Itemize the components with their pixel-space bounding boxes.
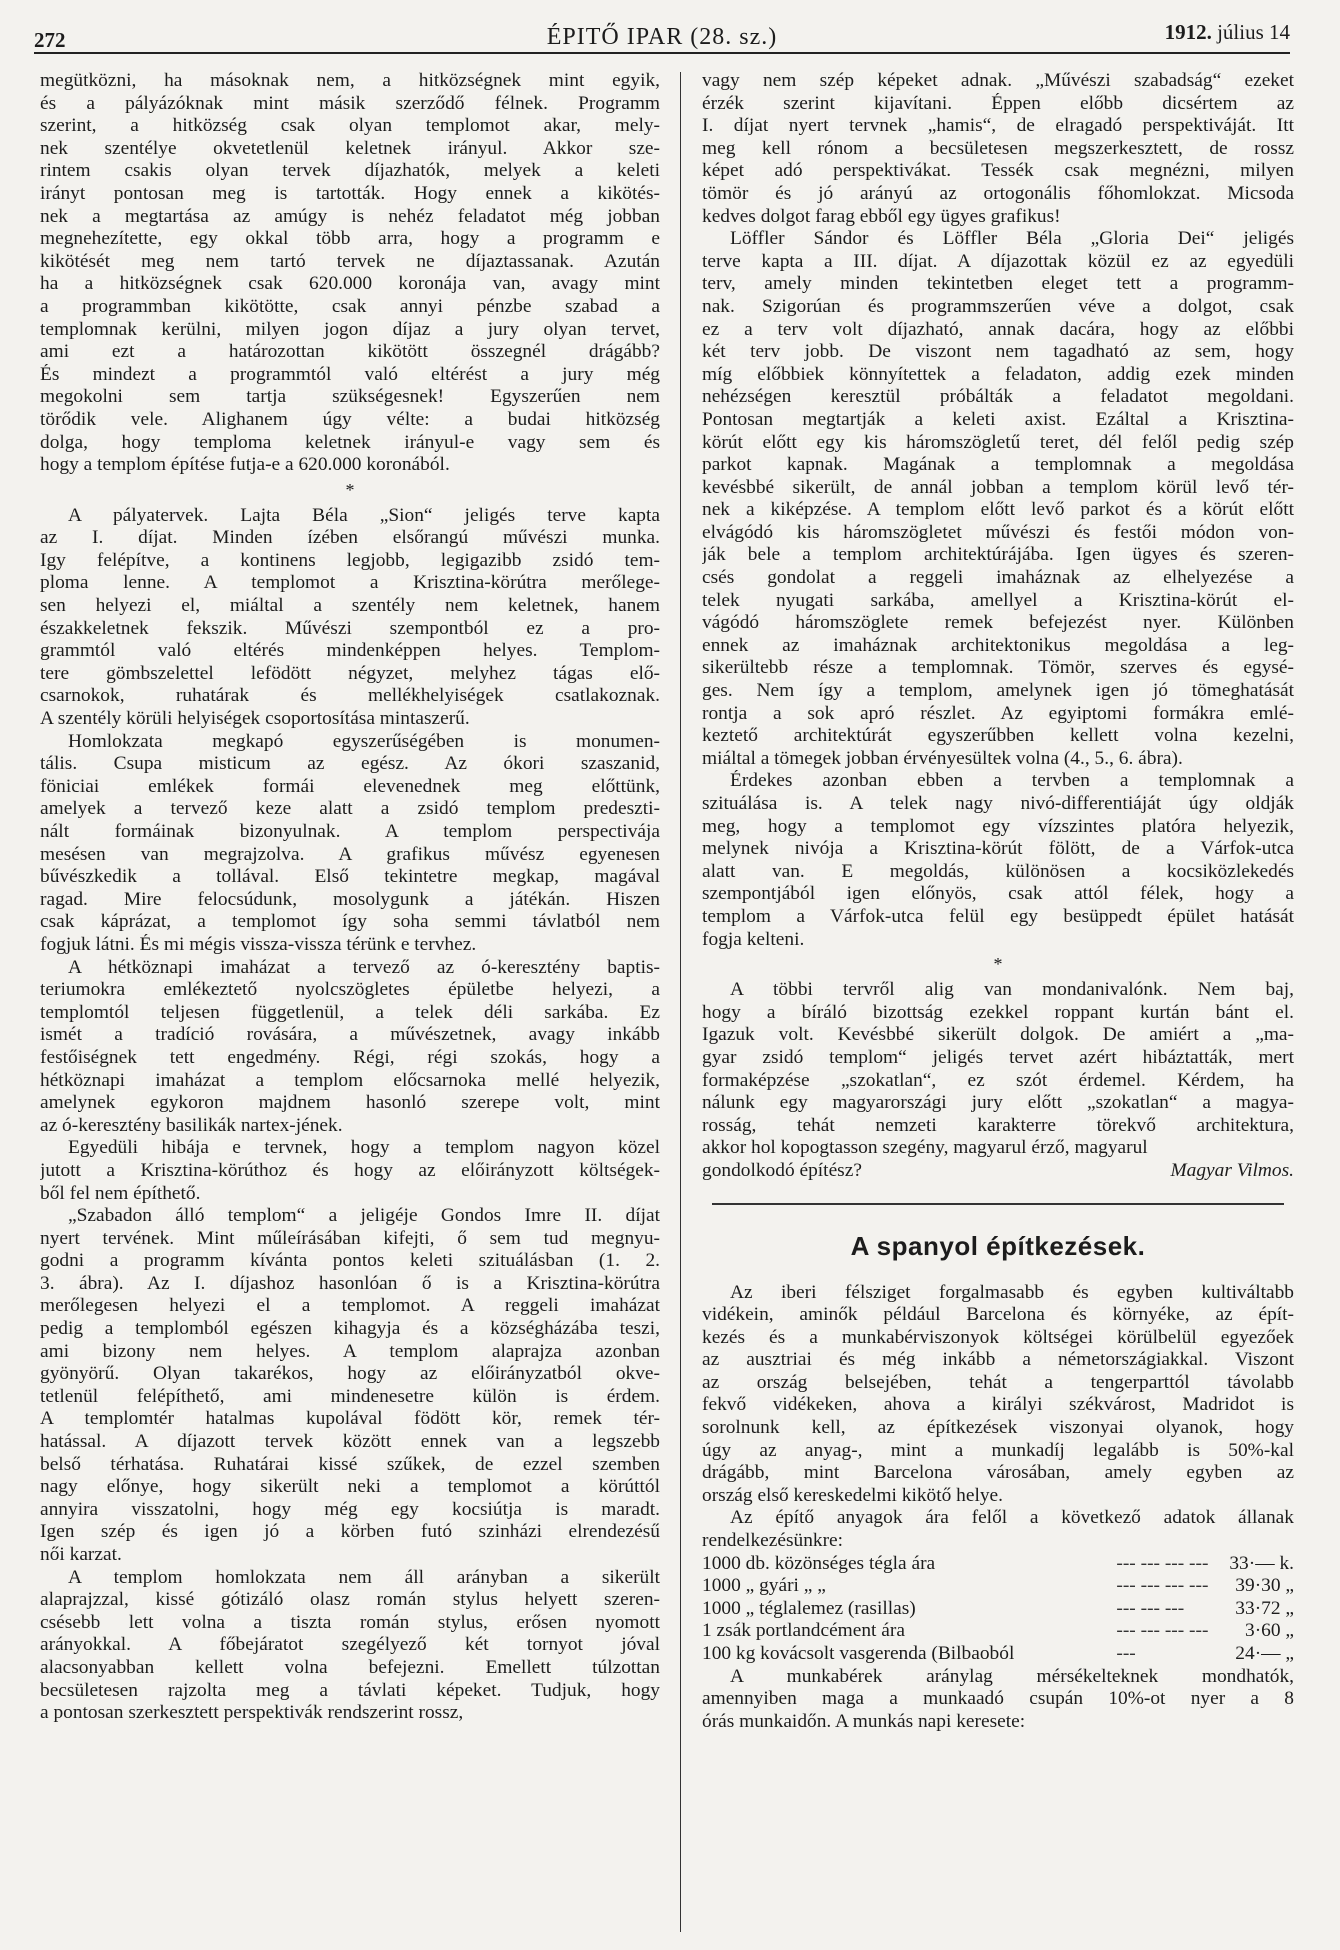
left-column	[40, 70, 660, 1725]
text-line: ország első kereskedelmi kikötő helye.	[702, 1484, 1003, 1506]
text-line: Érdekes azonban ebben a tervben a templomnak a	[730, 770, 1294, 792]
text-line: meg, hogy a templomot egy vízszintes platóra helyezik,	[702, 815, 1294, 837]
text-line: vidékein, aminők például Barcelona és környéke, az épít-	[702, 1304, 1294, 1326]
price-leader: --- --- ---	[1116, 1597, 1185, 1619]
signature-paragraph	[702, 1160, 1294, 1183]
text-line: vágódó háromszöglete remek befejezést nyer. Különben	[702, 612, 1294, 634]
paragraph	[40, 505, 660, 731]
text-line: teriumokra emlékeztető nyolcszögletes épületbe helyezi, a	[40, 979, 660, 1001]
text-line: hétköznapi imaházat a templom előcsarnoka mellé helyezik,	[40, 1069, 660, 1091]
text-line: nagy előnye, hogy sikerült neki a templomot a körúttól	[40, 1476, 660, 1498]
text-line: hogy a templom építése futja-e a 620.000 koronából.	[40, 454, 450, 476]
text-line: fekvő vidékeken, ahova a királyi székvárost, Madridot is	[702, 1394, 1294, 1416]
paragraph	[702, 1282, 1294, 1508]
text-line: fogjuk látni. És mi mégis vissza-vissza térünk e tervhez.	[40, 933, 477, 955]
author-name: Magyar Vilmos.	[1170, 1159, 1294, 1181]
text-line: Az iberi félsziget forgalmasabb és egyben kultiváltabb	[730, 1281, 1294, 1303]
text-line: 3. ábra). Az I. díjashoz hasonlóan ő is a Krisztina-körútra	[40, 1272, 660, 1294]
price-row	[702, 1620, 1294, 1643]
text-line: I. díjat nyert tervnek „hamis“, de elragadó perspektiváját. Itt	[702, 115, 1294, 137]
text-line: mesésen van megrajzolva. A grafikus művész egyenesen	[40, 843, 660, 865]
text-line: érzék szerint kijavítani. Éppen előbb dicsértem az	[702, 92, 1294, 114]
price-row	[702, 1643, 1294, 1666]
text-line: nek szentélye okvetetlenül keletnek irányul. Akkor sze-	[40, 137, 660, 159]
text-line: A szentély körüli helyiségek csoportosítása mintaszerű.	[40, 708, 470, 730]
column-divider	[680, 72, 681, 1932]
text-line: és a pályázóknak mint másik szerződő félnek. Programm	[40, 92, 660, 114]
text-line: dolga, hogy temploma keletnek irányul-e vagy sem és	[40, 431, 660, 453]
price-leader: --- --- --- ---	[1116, 1620, 1209, 1642]
text-line: becsületesen rajzolta meg a távlati képeket. Tudjuk, hogy	[40, 1679, 660, 1701]
text-line: sikerültebb része a templomnak. Tömör, szerves és egysé-	[702, 657, 1294, 679]
text-line: alacsonyabban kellett volna befejezni. Emellett túlzottan	[40, 1656, 660, 1678]
text-line: fogja kelteni.	[702, 928, 805, 950]
text-line: szituálása is. A telek nagy nivó-differentiáját úgy oldják	[702, 793, 1294, 814]
text-line: arányokkal. A főbejáratot szegélyező két tornyot jóval	[40, 1634, 660, 1656]
text-line: szerint, a hitközség csak olyan templomot akar, mely-	[40, 115, 660, 137]
text-line: Igazuk volt. Kevésbbé sikerült dolgok. De amiért a „ma-	[702, 1024, 1294, 1046]
text-line: sen helyezi el, miáltal a szentély nem keletnek, hanem	[40, 595, 660, 617]
text-line: alaprajzzal, kissé gótizáló olasz román stylus helyett szeren-	[40, 1589, 660, 1611]
price-value: 24·— „	[1235, 1643, 1294, 1664]
text-line: rosság, tehát nemzeti karakterre törekvő architektura,	[702, 1114, 1294, 1136]
price-item: 100 kg kovácsolt vasgerenda (Bilbaoból	[702, 1643, 1015, 1664]
text-line: A templomtér hatalmas kupolával födött kör, remek tér-	[40, 1408, 660, 1430]
price-row	[702, 1553, 1294, 1576]
paragraph	[40, 1205, 660, 1567]
text-line: az ország belsejében, tehát a tengerparttól távolabb	[702, 1371, 1294, 1393]
text-line: És mindezt a programmtól való eltérést a jury még	[40, 363, 660, 385]
paragraph	[40, 1567, 660, 1725]
text-line: belső térhatása. Ruhatárai kissé szűkek, de ezzel szemben	[40, 1453, 660, 1475]
text-line: irányt pontosan meg is tartották. Hogy ennek a kikötés-	[40, 182, 660, 204]
text-line: templom a Várfok-utca felül egy besüppedt épület hatását	[702, 905, 1294, 927]
price-row	[702, 1575, 1294, 1598]
text-line: kedves dolgot farag ebből egy ügyes grafikus!	[702, 205, 1061, 227]
text-line: terve kapta a III. díjat. A díjazottak közül ez az egyedüli	[702, 250, 1294, 272]
text-line: festőiségnek tett engedmény. Régi, régi szokás, hogy a	[40, 1046, 660, 1068]
text-line: kikötését meg nem tartó tervek ne díjaztassanak. Azután	[40, 250, 660, 272]
text-line: miáltal a tömegek jobban érvényesültek volna (4., 5., 6. ábra).	[702, 747, 1183, 769]
text-line: nak. Szigorúan és programmszerűen véve a dolgot, csak	[702, 295, 1294, 317]
page-header	[34, 6, 1290, 54]
price-item: 1000 „ téglalemez (rasillas)	[702, 1597, 916, 1619]
text-line: ismét a tradíció rovására, a művészetnek, avagy inkább	[40, 1024, 660, 1046]
issue-date	[1165, 20, 1290, 45]
text-line: az I. díjat. Minden ízében elsőrangú művészi munka.	[40, 527, 660, 549]
text-line: Igy felépítve, a kontinens legjobb, legigazibb zsidó tem-	[40, 549, 660, 571]
text-line: bűvészkedik a tollával. Első tekintetre megkap, magával	[40, 866, 660, 888]
text-line: ből fel nem építhető.	[40, 1182, 201, 1204]
text-line: kezés és a munkabérviszonyok költségei körülbelül egyezőek	[702, 1326, 1294, 1348]
text-line: gyar zsidó templom“ jeligés tervet azért hibáztatták, mert	[702, 1046, 1294, 1068]
text-line: hatással. A díjazott tervek között ennek van a legszebb	[40, 1431, 660, 1453]
text-line: amennyiben maga a munkaadó csupán 10%-ot nyer a 8	[702, 1688, 1294, 1710]
paragraph	[702, 979, 1294, 1160]
price-leader: ---	[1116, 1643, 1136, 1664]
text-line: keztető architektúrát egyszerűbben kellett volna kezelni,	[702, 725, 1294, 747]
text-line: északkeletnek fekszik. Művészi szempontból ez a pro-	[40, 617, 660, 639]
text-line: terv, amely minden tekintetben eleget tett a programm-	[702, 273, 1294, 295]
text-line: nek a megtartása az amúgy is nehéz feladatot még jobban	[40, 205, 660, 227]
text-line: A hétköznapi imaházat a tervező az ó-keresztény baptis-	[68, 956, 660, 978]
text-line: merőlegesen helyezi el a templomot. A reggeli imaházat	[40, 1295, 660, 1317]
text-line: rendelkezésünkre:	[702, 1530, 844, 1552]
text-line: amelynek egykoron majdnem hasonló szerepe volt, mint	[40, 1092, 660, 1114]
text-line: a pontosan szerkesztett perspektivák rendszerint rossz,	[40, 1702, 464, 1724]
price-item: 1000 db. közönséges tégla ára	[702, 1552, 936, 1574]
paragraph	[702, 770, 1294, 951]
text-line: ami ezt a határozottan kikötött összegnél drágább?	[40, 341, 660, 363]
price-table	[702, 1553, 1294, 1666]
text-line: csés gondolat a reggeli imaháznak az elhelyezése a	[702, 567, 1294, 589]
price-item: 1000 „ gyári „ „	[702, 1575, 826, 1597]
paragraph	[702, 1507, 1294, 1552]
paragraph	[702, 1666, 1294, 1734]
text-line: míg előbbiek könnyítettek a feladaton, addig ezek minden	[702, 363, 1294, 385]
text-line: körút előtt egy kis háromszögletű teret, dél felől pedig szép	[702, 431, 1294, 453]
text-line: csak káprázat, a templomot így soha semmi távlatból nem	[40, 911, 660, 933]
price-leader: --- --- --- ---	[1116, 1552, 1209, 1574]
text-line: nált formáinak bizonyulnak. A templom perspectivája	[40, 821, 660, 842]
paragraph	[40, 1137, 660, 1205]
paragraph	[40, 70, 660, 477]
section-separator-star: *	[345, 479, 355, 500]
text-line: templomtól teljesen függetlenül, a telek déli sarkába. Ez	[40, 1001, 660, 1023]
text-line: telek nyugati sarkába, amellyel a Krisztina-körút el-	[702, 589, 1294, 611]
text-line: rintem csakis olyan tervek díjazhatók, melyek a keleti	[40, 160, 660, 182]
text-line: kevésbbé sikerült, de annál jobban a templom körül levő tér-	[702, 476, 1294, 498]
text-line: alatt van. E megoldás, különösen a kocsiközlekedés	[702, 860, 1294, 882]
text-line: törődik vele. Alighanem úgy vélte: a budai hitközség	[40, 408, 660, 430]
text-line: ják bele a templom architektúrájába. Igen ügyes és szeren-	[702, 544, 1294, 566]
text-line: női karzat.	[40, 1544, 122, 1565]
text-line: ha a hitközségnek csak 620.000 koronája van, avagy mint	[40, 273, 660, 295]
text-line: a programmban kikötötte, csak annyi pénzbe szabad a	[40, 295, 660, 317]
text-line: sorolnunk kell, az építkezések viszonyai olyanok, hogy	[702, 1417, 1294, 1439]
text-line: pedig a templomból egészen kihagyja és a községházába teszi,	[40, 1318, 660, 1340]
text-line: megokolni sem tartja szükségesnek! Egyszerűen nem	[40, 386, 660, 408]
price-value: 3·60 „	[1245, 1620, 1294, 1642]
article-divider	[712, 1203, 1284, 1205]
price-value: 33·72 „	[1235, 1597, 1294, 1619]
text-line: úgy az anyag-, mint a munkadíj legalább is 50%-kal	[702, 1439, 1294, 1461]
text-line: nyert tervének. Mint műleírásában kifejti, ő sem tud megnyu-	[40, 1227, 660, 1249]
text-line: rontja a sok apró részlet. Az egyiptomi formákra emlé-	[702, 702, 1294, 724]
signature-line	[702, 1160, 1294, 1183]
text-line: órás munkaidőn. A munkás napi keresete:	[702, 1710, 1026, 1732]
section-separator-star: *	[993, 954, 1003, 975]
text-line: csarnokok, ruhatárak és mellékhelyiségek csatlakoznak.	[40, 685, 660, 707]
text-line: tömör és jó arányú az ortogonális főhomlokzat. Micsoda	[702, 182, 1294, 204]
text-line: ez a terv volt díjazható, annak dacára, hogy az előbbi	[702, 318, 1294, 340]
text-line: Az építő anyagok ára felől a következő adatok állanak	[730, 1507, 1294, 1529]
article-title: A spanyol építkezések.	[850, 1230, 1146, 1261]
price-row	[702, 1598, 1294, 1621]
text-line: „Szabadon álló templom“ a jeligéje Gondos Imre II. díjat	[68, 1205, 660, 1227]
issue-date-rest: július 14	[1217, 20, 1290, 44]
text-line: A pályatervek. Lajta Béla „Sion“ jeligés terve kapta	[68, 504, 660, 526]
text-line: Egyedüli hibája e tervnek, hogy a templom nagyon közel	[68, 1137, 660, 1159]
price-leader: --- --- --- ---	[1116, 1575, 1209, 1597]
text-line: föniciai emlékek formái elevenednek meg előttünk,	[40, 775, 660, 797]
text-line: szempontjából igen előnyös, csak attól félek, hogy a	[702, 883, 1294, 905]
text-line: godni a programm kívánta pontos keleti szituálásban (1. 2.	[40, 1250, 660, 1272]
text-line: gyönyörű. Olyan takarékos, hogy az előirányzatból okve-	[40, 1363, 660, 1385]
text-line: csésebb lett volna a tiszta román stylus, erősen nyomott	[40, 1611, 660, 1633]
text-line: jutott a Krisztina-körúthoz és hogy az előirányzott költségek-	[40, 1159, 660, 1181]
text-line: ges. Nem így a templom, amelynek igen jó tömeghatását	[702, 680, 1294, 702]
text-line: templomnak kerülni, milyen jogon díjaz a jury olyan tervet,	[40, 318, 660, 340]
text-line: az ausztriai és még inkább a németországiakkal. Viszont	[702, 1349, 1294, 1371]
text-line: grammtól való eltérés mindenképpen helyes. Templom-	[40, 640, 660, 662]
text-line: parkot kapnak. Magának a templomnak a megoldása	[702, 454, 1294, 476]
text-line: A templom homlokzata nem áll arányban a sikerült	[68, 1566, 660, 1588]
text-line: A többi tervről alig van mondanivalónk. Nem baj,	[730, 979, 1294, 1001]
text-line: az ó-keresztény basilikák nartex-jének.	[40, 1114, 343, 1136]
text-line: tere gömbszelettel lefödött négyzet, melyhez tágas elő-	[40, 662, 660, 684]
text-line: amelyek a tervező keze alatt a zsidó templom predeszti-	[40, 798, 660, 820]
text-line: ploma lenne. A templomot a Krisztina-körútra merőlege-	[40, 572, 660, 594]
text-line: annyira visszatolni, hogy még egy kocsiútja is maradt.	[40, 1498, 660, 1520]
text-line: akkor hol kopogtasson szegény, magyarul érző, magyarul	[702, 1137, 1148, 1159]
price-value: 33·— k.	[1229, 1552, 1294, 1574]
price-value: 39·30 „	[1235, 1575, 1294, 1597]
closing-text: gondolkodó építész?	[702, 1159, 862, 1181]
paragraph	[702, 228, 1294, 770]
paragraph	[702, 70, 1294, 228]
text-line: nehézségen keresztül próbálták a feladatot megoldani.	[702, 386, 1294, 408]
text-line: megütközni, ha másoknak nem, a hitközségnek mint egyik,	[40, 70, 660, 91]
text-line: drágább, mint Barcelona városában, amely egyben az	[702, 1462, 1294, 1484]
journal-title: ÉPITŐ IPAR (28. sz.)	[546, 24, 778, 50]
text-line: hogy a bíráló bizottság ezekkel roppant kurtán bánt el.	[702, 1001, 1294, 1023]
text-line: formaképzése „szokatlan“, ez szót érdemel. Kérdem, ha	[702, 1069, 1294, 1091]
text-line: Igen szép és igen jó a körben futó szinházi elrendezésű	[40, 1521, 660, 1543]
text-line: A munkabérek aránylag mérsékelteknek mondhatók,	[730, 1665, 1294, 1687]
text-line: ragad. Mire felocsúdunk, mosolygunk a játékán. Hiszen	[40, 888, 660, 910]
right-column	[702, 70, 1294, 1733]
text-line: megnehezítette, egy okkal több arra, hogy a programm e	[40, 228, 660, 250]
text-line: ennek az imaháznak architektonikus megoldása a leg-	[702, 634, 1294, 656]
text-line: képet adó perspektivákat. Tessék csak megnézni, milyen	[702, 160, 1294, 182]
paragraph	[40, 731, 660, 957]
price-item: 1 zsák portlandcément ára	[702, 1620, 905, 1642]
text-line: nek a kiképzése. A templom előtt levő parkot és a körút előtt	[702, 499, 1294, 521]
text-line: tális. Csupa misticum az egész. Az ókori szaszanid,	[40, 753, 660, 775]
paragraph	[40, 957, 660, 1138]
text-line: Pontosan megtartják a keleti axist. Ezáltal a Krisztina-	[702, 408, 1294, 430]
text-line: Homlokzata megkapó egyszerűségében is monumen-	[68, 730, 660, 752]
text-line: melynek nivója a Krisztina-körút fölött, de a Várfok-utca	[702, 838, 1294, 860]
page-number: 272	[34, 28, 66, 52]
text-line: elvágódó kis háromszögletet művészi és festői módon von-	[702, 521, 1294, 543]
text-line: vagy nem szép képeket adnak. „Művészi szabadság“ ezeket	[702, 70, 1294, 91]
text-line: ami bizony nem helyes. A templom alaprajza azonban	[40, 1340, 660, 1362]
text-line: Löffler Sándor és Löffler Béla „Gloria Dei“ jeligés	[730, 228, 1294, 250]
text-line: meg kell rónom a becsületesen megszerkesztett, de rossz	[702, 137, 1294, 159]
text-line: nálunk egy magyarországi jury előtt „szokatlan“ a magya-	[702, 1092, 1294, 1114]
issue-date-year: 1912.	[1164, 20, 1212, 44]
text-line: két terv jobb. De viszont nem tagadható az sem, hogy	[702, 341, 1294, 363]
text-line: tetlenül felépíthető, ami mindenesetre külön is érdem.	[40, 1385, 660, 1407]
